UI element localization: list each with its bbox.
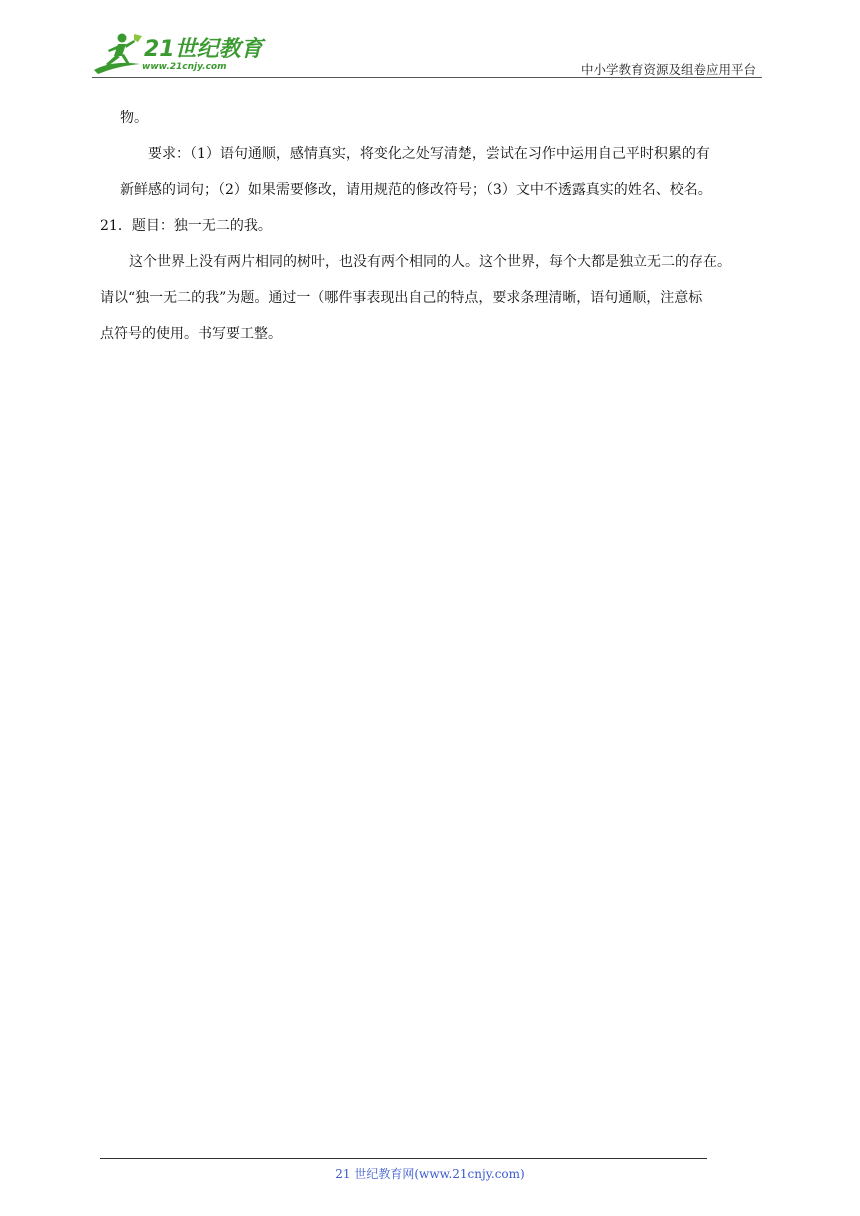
page-header [0, 0, 860, 80]
logo-title: 21世纪教育 [144, 37, 263, 62]
footer-site-link[interactable]: 21 世纪教育网(www.21cnjy.com) [335, 1167, 525, 1181]
text-line: 请以“独一无二的我”为题。通过一（哪件事表现出自己的特点，要求条理清晰，语句通顺，注意标 [100, 290, 703, 306]
runner-logo-icon [92, 30, 144, 76]
logo-url: www.21cnjy.com [142, 62, 227, 72]
header-divider [92, 77, 762, 78]
text-line: 这个世界上没有两片相同的树叶，也没有两个相同的人。这个世界，每个大都是独立无二的存在。 [129, 254, 731, 270]
text-line: 要求：（1）语句通顺，感情真实，将变化之处写清楚，尝试在习作中运用自己平时积累的有 [148, 146, 710, 162]
text-line: 点符号的使用。书写要工整。 [100, 326, 282, 342]
text-line: 物。 [120, 110, 148, 126]
document-body [100, 100, 764, 352]
footer-divider [100, 1158, 707, 1159]
platform-name: 中小学教育资源及组卷应用平台 [580, 62, 756, 77]
text-line: 新鲜感的词句；（2）如果需要修改，请用规范的修改符号；（3）文中不透露真实的姓名、校名。 [120, 182, 712, 198]
site-logo [92, 30, 262, 78]
question-title: 21．题目：独一无二的我。 [100, 218, 272, 234]
